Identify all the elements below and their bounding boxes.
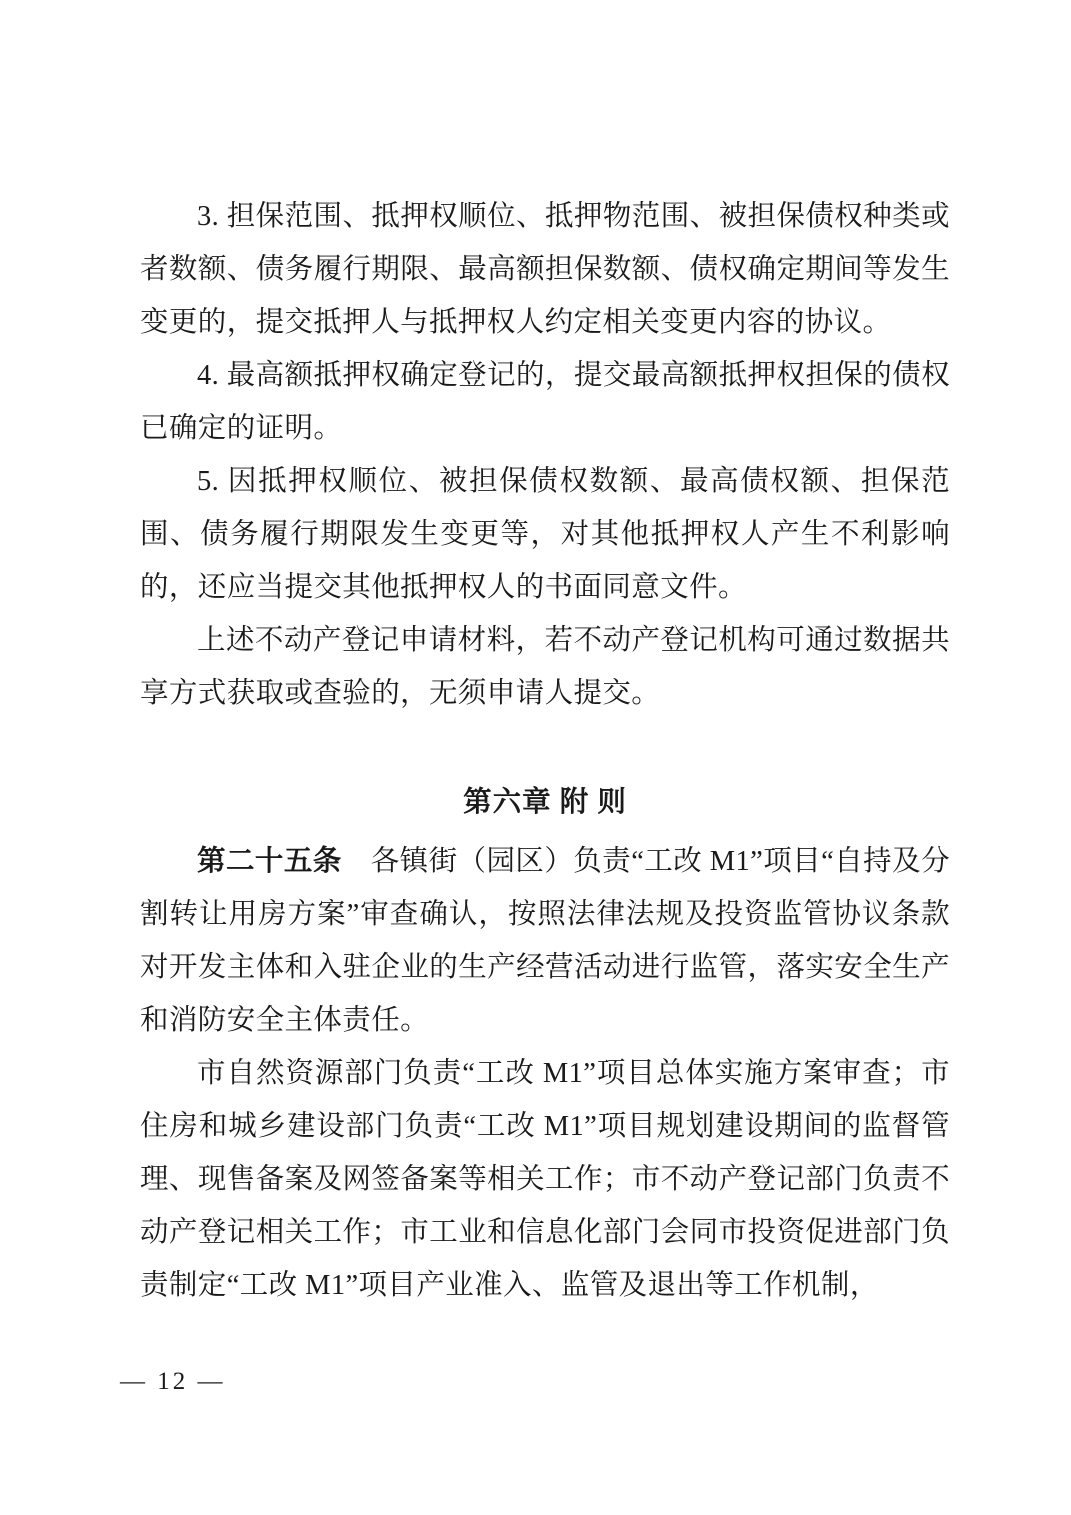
paragraph-shared-data-note: 上述不动产登记申请材料，若不动产登记机构可通过数据共享方式获取或查验的，无须申请人提交。 xyxy=(140,625,950,709)
article-25-paragraph-2: 市自然资源部门负责“工改 M1”项目总体实施方案审查；市住房和城乡建设部门负责“工改 M1”项目规划建设期间的监督管理、现售备案及网签备案等相关工作；市不动产登记部门负责不动产登记相关工作；市工业和信息化部门会同市投资促进部门负责制定“工改 M1”项目产业准入、监管及退出等工作机制， xyxy=(140,1058,950,1301)
document-body xyxy=(140,190,950,1312)
article-25-text: 各镇街（园区）负责“工改 M1”项目“自持及分割转让用房方案”审查确认，按照法律法规及投资监管协议条款对开发主体和入驻企业的生产经营活动进行监管，落实安全生产和消防安全主体责任。 xyxy=(140,846,950,1036)
spacer-before-chapter xyxy=(140,720,950,776)
paragraph-item-3: 3. 担保范围、抵押权顺位、抵押物范围、被担保债权种类或者数额、债务履行期限、最高额担保数额、债权确定期间等发生变更的，提交抵押人与抵押权人约定相关变更内容的协议。 xyxy=(140,201,950,338)
article-25-label: 第二十五条 xyxy=(197,846,342,877)
article-25-paragraph-1 xyxy=(140,835,950,1047)
chapter-heading: 第六章 附 则 xyxy=(463,787,627,818)
page-number: — 12 — xyxy=(120,1368,226,1395)
paragraph-item-4: 4. 最高额抵押权确定登记的，提交最高额抵押权担保的债权已确定的证明。 xyxy=(140,360,950,444)
paragraph-item-5: 5. 因抵押权顺位、被担保债权数额、最高债权额、担保范围、债务履行期限发生变更等，对其他抵押权人产生不利影响的，还应当提交其他抵押权人的书面同意文件。 xyxy=(140,466,950,603)
